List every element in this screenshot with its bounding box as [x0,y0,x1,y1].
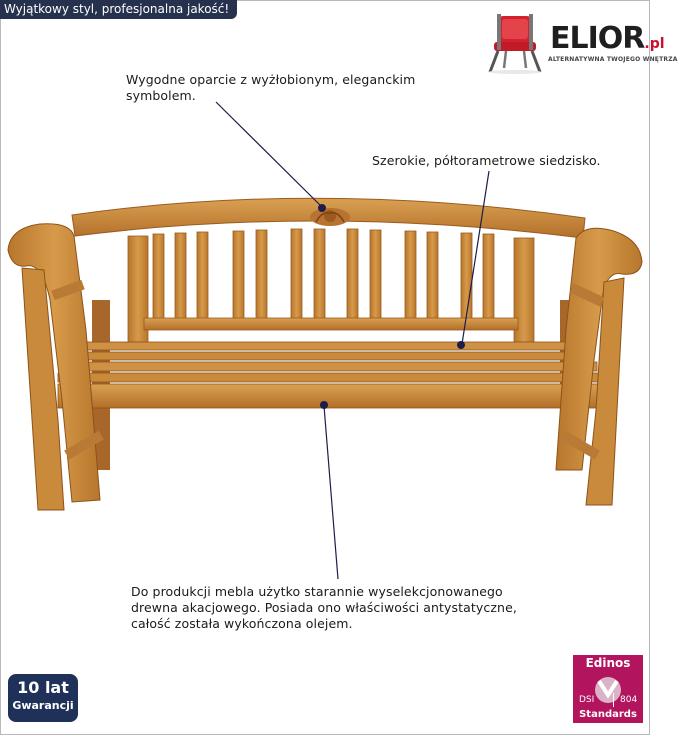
annotation-material: Do produkcji mebla użytko starannie wyselekcjonowanego drewna akacjowego. Posiada ono właściwości antystatyczne, całość została wykończona olejem. [131,584,517,631]
edinos-title: Edinos [585,656,631,670]
warranty-badge [8,674,78,722]
tagline-banner: Wyjątkowy styl, profesjonalna jakość! [0,0,237,19]
logo-name: ELIOR [550,21,645,56]
edinos-standards: Standards [579,709,637,720]
edinos-number: 804 [620,695,638,705]
warranty-label: Gwarancji [12,699,74,712]
edinos-badge [573,655,643,723]
warranty-years: 10 lat [17,678,69,697]
edinos-dsi: DSI [579,695,595,705]
annotation-backrest: Wygodne oparcie z wyżłobionym, eleganckim symbolem. [126,72,416,103]
logo-suffix: .pl [644,36,665,52]
annotation-seat: Szerokie, półtorametrowe siedzisko. [372,153,601,168]
logo-tagline: ALTERNATYWNA TWOJEGO WNĘTRZA [548,56,678,63]
